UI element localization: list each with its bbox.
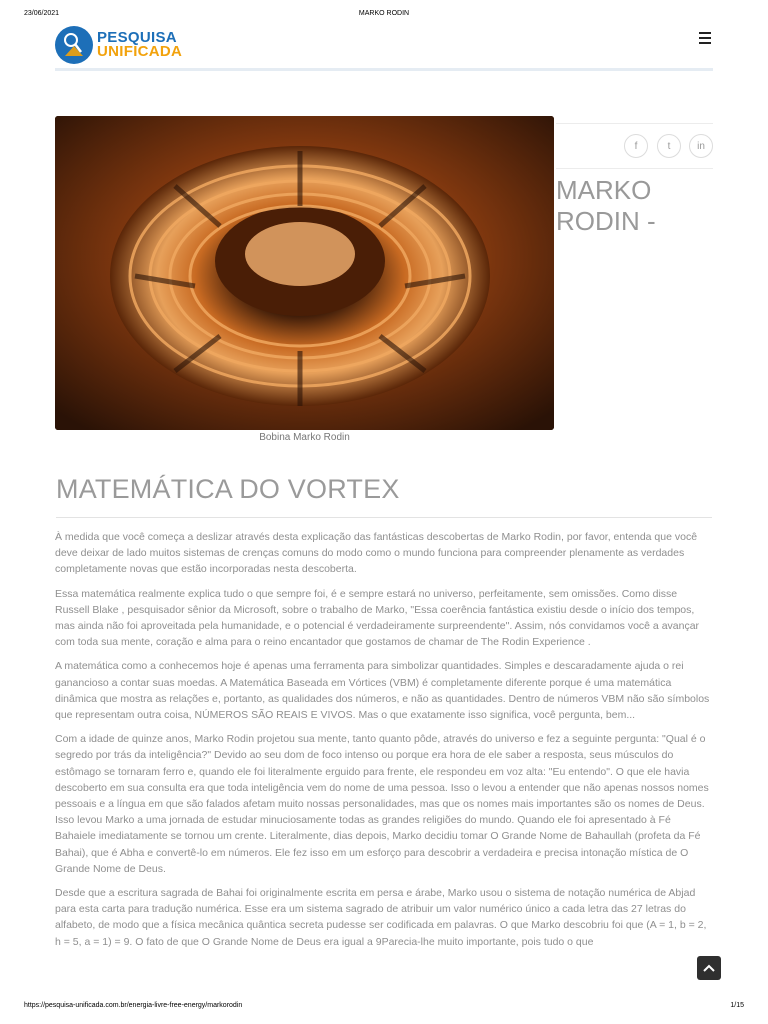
site-logo[interactable] [55, 26, 182, 64]
side-title [556, 175, 726, 237]
hamburger-icon[interactable] [699, 32, 713, 46]
logo-text [97, 31, 182, 59]
scroll-to-top-button[interactable] [697, 956, 721, 980]
share-bar [556, 123, 713, 169]
section-title: MATEMÁTICA DO VORTEX [56, 474, 400, 504]
facebook-icon[interactable]: f [624, 134, 648, 158]
logo-line2: UNIFICADA [97, 43, 183, 60]
print-header [0, 10, 768, 22]
title-divider [56, 517, 712, 518]
paragraph: Essa matemática realmente explica tudo o que sempre foi, é e sempre estará no universo, perfeitamente, sem omissões. Como disse Russell Blake , pesquisador sênior da Microsoft, sobre o trabalho de Marko, "Essa coerência fantástica existiu desde o início dos tempos, mas ainda não foi aproveitada pela humanidade, e o potencial é verdadeiramente surpreendente". Assim, nós convidamos você a avançar com toda sua mente, coração e alma para o reino encantador que gostamos de chamar de The Rodin Experience . [55, 587, 700, 649]
paragraph: À medida que você começa a deslizar através desta explicação das fantásticas descobertas de Marko Rodin, por favor, entenda que você deve deixar de lado muitos sistemas de crenças comuns do modo como o mundo funciona para compreender plenamente as verdades completamente novas que estão incorporadas nesta descoberta. [55, 531, 698, 576]
paragraph: A matemática como a conhecemos hoje é apenas uma ferramenta para simbolizar quantidades. Simples e descaradamente ajuda o rei ganancioso a contar suas moedas. A Matemática Baseada em Vórtices (VBM) é completamente diferente porque é uma matemática dinâmica que mostra as relações e, portanto, as qualidades dos números, e não as quantidades. Dentro de números VBM não são símbolos que representam outra coisa, NÚMEROS SÃO REAIS E VIVOS. Mas o que exatamente isso significa, você pergunta, bem... [55, 660, 710, 722]
print-footer [0, 1002, 768, 1014]
twitter-icon[interactable]: t [657, 134, 681, 158]
logo-icon [55, 26, 93, 64]
logo-line1: PESQUISA [97, 29, 177, 46]
paragraph: Desde que a escritura sagrada de Bahai foi originalmente escrita em persa e árabe, Marko usou o sistema de notação numérica de Abjad para esta carta para tradução numérica. Esse era um sistema sagrado de atribuir um valor numérico único a cada letra das 27 letras do alfabeto, de modo que a física mecânica quântica secreta pudesse ser codificada em palavras. O que Marko descobriu foi que (A = 1, b = 2, h = 5, a = 1) = 9. O fato de que O Grande Nome de Deus era igual a 9Parecia-lhe muito importante, pois tudo o que [55, 887, 707, 948]
chevron-up-icon [703, 964, 715, 972]
coil-image [55, 116, 554, 430]
image-caption: Bobina Marko Rodin [259, 432, 350, 443]
site-header [55, 24, 713, 71]
linkedin-icon[interactable]: in [689, 134, 713, 158]
print-page-number: 1/15 [730, 1002, 744, 1009]
article-body [55, 529, 713, 958]
print-date: 23/06/2021 [24, 10, 60, 17]
side-title-line2: RODIN - [556, 206, 656, 236]
side-title-line1: MARKO [556, 175, 652, 205]
print-title: MARKO RODIN [358, 10, 410, 17]
print-url: https://pesquisa-unificada.com.br/energia-livre-free-energy/markorodin [24, 1002, 243, 1009]
paragraph: Com a idade de quinze anos, Marko Rodin projetou sua mente, tanto quanto pôde, através do universo e fez a seguinte pergunta: "Qual é o segredo por trás da inteligência?" Devido ao seu dom de foco intenso ou porque era hora de ele saber a resposta, seus músculos do estômago se tornaram ferro e, quando ele foi literalmente erguido para frente, ele respondeu em voz alta: "Eu entendo". O que ele havia descoberto em sua consulta era que toda inteligência vem do nome de uma pessoa. Isso o levou a entender que não apenas nossos nomes pessoais e a língua em que são falados afetam muito nossas personalidades, mas que os nomes mais importantes são os nomes de Deus. Isso levou Marko a uma jornada de estudar minuciosamente todas as grandes religiões do mundo. Quando ele foi apresentado à Fé Bahaiele imediatamente se tornou um crente. Literalmente, dias depois, Marko decidiu tomar O Grande Nome de Bahaullah (profeta da Fé Bahai), que é Abha e convertê-lo em números. Ele fez isso em um esforço para descobrir a verdadeira e precisa intonação mística de O Grande Nome de Deus. [55, 733, 709, 875]
